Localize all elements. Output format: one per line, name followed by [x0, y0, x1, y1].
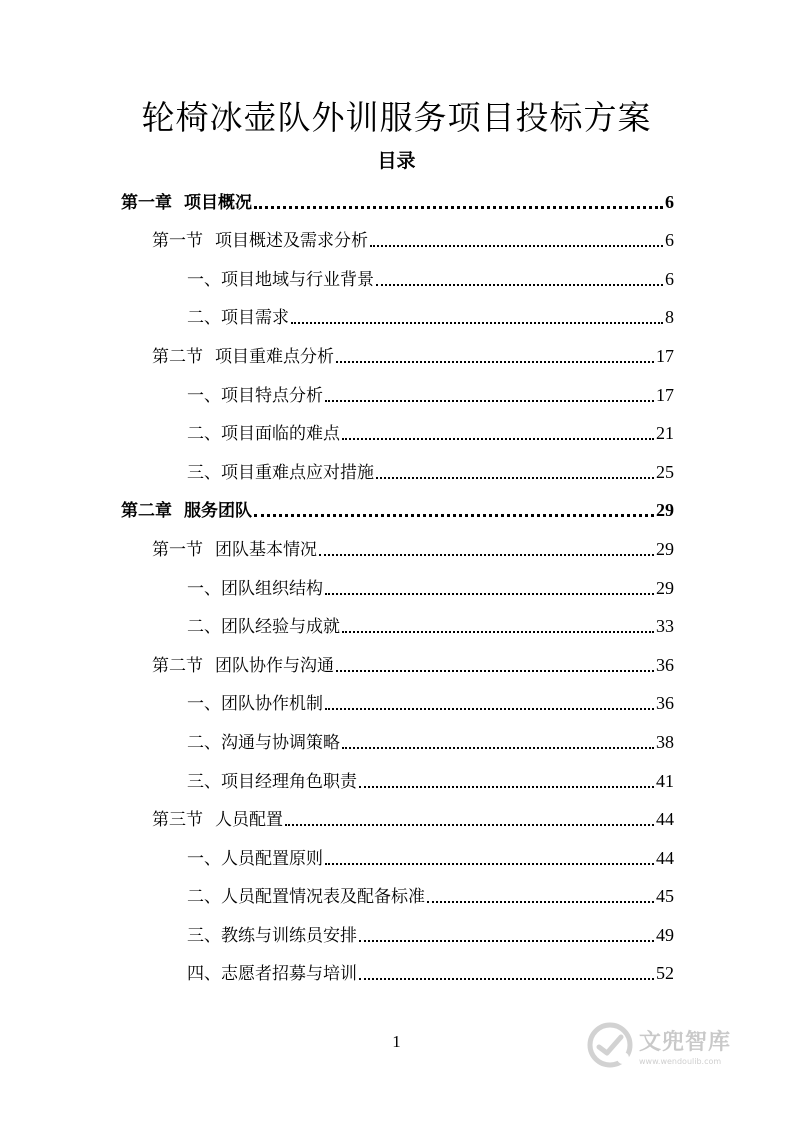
- toc-entry[interactable]: [121, 873, 674, 912]
- toc-dot-leader: [370, 244, 663, 247]
- toc-entry-page: 29: [656, 577, 674, 598]
- toc-dot-leader: [325, 862, 654, 865]
- toc-entry[interactable]: [121, 410, 674, 449]
- toc-dot-leader: [427, 900, 654, 903]
- toc-entry[interactable]: [121, 487, 674, 526]
- toc-entry-label: 一、: [187, 848, 221, 869]
- toc-entry-label: 一、: [187, 578, 221, 599]
- toc-entry-text: [187, 921, 357, 946]
- toc-entry-title: 项目重难点分析: [215, 346, 334, 367]
- toc-entry-text: [187, 303, 289, 328]
- document-title: 轮椅冰壶队外训服务项目投标方案: [141, 98, 652, 137]
- toc-entry-label: 四、: [187, 964, 221, 985]
- toc-entry-page: 33: [656, 616, 674, 637]
- toc-entry[interactable]: [121, 603, 674, 642]
- toc-dot-leader: [376, 283, 663, 286]
- toc-entry-label: 第一节: [152, 231, 203, 252]
- toc-entry[interactable]: [121, 641, 674, 680]
- toc-entry-title: 团队经验与成就: [221, 617, 340, 638]
- toc-entry-label: 第一节: [152, 539, 203, 560]
- toc-entry-page: 38: [656, 731, 674, 752]
- toc-entry-text: [187, 689, 323, 714]
- toc-dot-leader: [325, 592, 654, 595]
- toc-dot-leader: [342, 437, 654, 440]
- toc-entry-page: 21: [656, 423, 674, 444]
- toc-entry-text: [187, 458, 374, 483]
- toc-dot-leader: [325, 707, 654, 710]
- wendou-logo-icon: [587, 1022, 633, 1068]
- toc-entry-title: 项目概况: [184, 192, 252, 213]
- toc-heading: 目录: [377, 150, 416, 172]
- toc-entry[interactable]: [121, 911, 674, 950]
- toc-entry-title: 团队协作与沟通: [215, 655, 334, 676]
- toc-entry-label: 二、: [187, 887, 221, 908]
- toc-dot-leader: [376, 476, 654, 479]
- toc-entry-page: 25: [656, 461, 674, 482]
- toc-entry-title: 人员配置: [215, 810, 283, 831]
- toc-entry-page: 29: [656, 538, 674, 559]
- toc-entry-text: [187, 767, 357, 792]
- toc-entry[interactable]: [121, 796, 674, 835]
- toc-entry-page: 36: [656, 654, 674, 675]
- page-number: 1: [392, 1032, 401, 1051]
- toc-entry[interactable]: [121, 525, 674, 564]
- toc-entry-title: 服务团队: [184, 501, 252, 522]
- toc-entry[interactable]: [121, 950, 674, 989]
- toc-dot-leader: [342, 746, 654, 749]
- toc-dot-leader: [254, 513, 654, 517]
- toc-entry-label: 第一章: [121, 192, 172, 213]
- toc-entry[interactable]: [121, 564, 674, 603]
- toc-entry-title: 人员配置情况表及配备标准: [221, 887, 425, 908]
- toc-entry-page: 17: [656, 345, 674, 366]
- toc-entry-text: [187, 728, 340, 753]
- toc-entry-label: 三、: [187, 462, 221, 483]
- toc-entry-text: [152, 226, 368, 251]
- toc-entry[interactable]: [121, 448, 674, 487]
- toc-entry-label: 二、: [187, 308, 221, 329]
- toc-entry-label: 第二章: [121, 501, 172, 522]
- toc-entry-text: [152, 342, 334, 367]
- toc-dot-leader: [359, 785, 654, 788]
- toc-dot-leader: [342, 630, 654, 633]
- toc-entry[interactable]: [121, 294, 674, 333]
- toc-entry-page: 8: [665, 307, 674, 328]
- table-of-contents: [121, 178, 674, 988]
- toc-entry-title: 教练与训练员安排: [221, 925, 357, 946]
- toc-entry-title: 团队基本情况: [215, 539, 317, 560]
- toc-entry-page: 41: [656, 770, 674, 791]
- toc-entry-text: [152, 651, 334, 676]
- toc-entry[interactable]: [121, 718, 674, 757]
- toc-entry-text: [187, 959, 357, 984]
- toc-entry-label: 第二节: [152, 346, 203, 367]
- toc-entry-title: 团队协作机制: [221, 694, 323, 715]
- toc-entry-text: [152, 805, 283, 830]
- toc-dot-leader: [291, 321, 663, 324]
- toc-entry-page: 6: [665, 191, 674, 212]
- toc-entry-label: 一、: [187, 269, 221, 290]
- toc-entry-title: 项目地域与行业背景: [221, 269, 374, 290]
- toc-dot-leader: [254, 205, 663, 209]
- toc-entry-page: 44: [656, 847, 674, 868]
- toc-dot-leader: [325, 399, 654, 402]
- toc-entry-title: 项目经理角色职责: [221, 771, 357, 792]
- toc-entry-page: 6: [665, 268, 674, 289]
- toc-entry-text: [187, 574, 323, 599]
- toc-entry[interactable]: [121, 371, 674, 410]
- toc-entry-text: [187, 265, 374, 290]
- toc-entry-label: 三、: [187, 771, 221, 792]
- toc-entry-label: 二、: [187, 424, 221, 445]
- toc-entry-text: [152, 535, 317, 560]
- toc-entry[interactable]: [121, 217, 674, 256]
- toc-dot-leader: [359, 977, 654, 980]
- toc-entry-page: 44: [656, 809, 674, 830]
- toc-entry-page: 52: [656, 963, 674, 984]
- toc-entry-label: 三、: [187, 925, 221, 946]
- toc-entry-page: 45: [656, 886, 674, 907]
- watermark-url: www.wendoulib.com: [639, 1056, 722, 1066]
- toc-entry-label: 一、: [187, 694, 221, 715]
- toc-entry-title: 沟通与协调策略: [221, 732, 340, 753]
- toc-entry[interactable]: [121, 680, 674, 719]
- toc-entry-page: 29: [656, 500, 674, 521]
- toc-entry[interactable]: [121, 332, 674, 371]
- toc-entry-label: 一、: [187, 385, 221, 406]
- toc-dot-leader: [336, 669, 654, 672]
- toc-entry-page: 17: [656, 384, 674, 405]
- toc-entry-page: 6: [665, 230, 674, 251]
- watermark-name: 文兜智库: [639, 1029, 732, 1055]
- toc-dot-leader: [359, 939, 654, 942]
- toc-entry-text: [187, 612, 340, 637]
- toc-entry-text: [121, 188, 252, 213]
- toc-entry[interactable]: [121, 757, 674, 796]
- toc-entry-title: 项目面临的难点: [221, 424, 340, 445]
- watermark: [587, 1020, 777, 1070]
- toc-entry-text: [187, 419, 340, 444]
- toc-dot-leader: [336, 360, 654, 363]
- toc-entry-label: 第二节: [152, 655, 203, 676]
- toc-entry[interactable]: [121, 255, 674, 294]
- toc-entry-text: [187, 381, 323, 406]
- toc-entry-text: [121, 496, 252, 521]
- toc-dot-leader: [319, 553, 654, 556]
- toc-entry-title: 项目概述及需求分析: [215, 231, 368, 252]
- toc-entry-title: 志愿者招募与培训: [221, 964, 357, 985]
- toc-entry-label: 二、: [187, 617, 221, 638]
- toc-entry[interactable]: [121, 178, 674, 217]
- toc-dot-leader: [285, 823, 654, 826]
- toc-entry-text: [187, 882, 425, 907]
- toc-entry-text: [187, 844, 323, 869]
- toc-entry[interactable]: [121, 834, 674, 873]
- toc-entry-title: 项目特点分析: [221, 385, 323, 406]
- toc-entry-page: 36: [656, 693, 674, 714]
- toc-entry-label: 第三节: [152, 810, 203, 831]
- toc-entry-label: 二、: [187, 732, 221, 753]
- toc-entry-title: 项目需求: [221, 308, 289, 329]
- toc-entry-title: 人员配置原则: [221, 848, 323, 869]
- toc-entry-title: 项目重难点应对措施: [221, 462, 374, 483]
- toc-entry-title: 团队组织结构: [221, 578, 323, 599]
- toc-entry-page: 49: [656, 924, 674, 945]
